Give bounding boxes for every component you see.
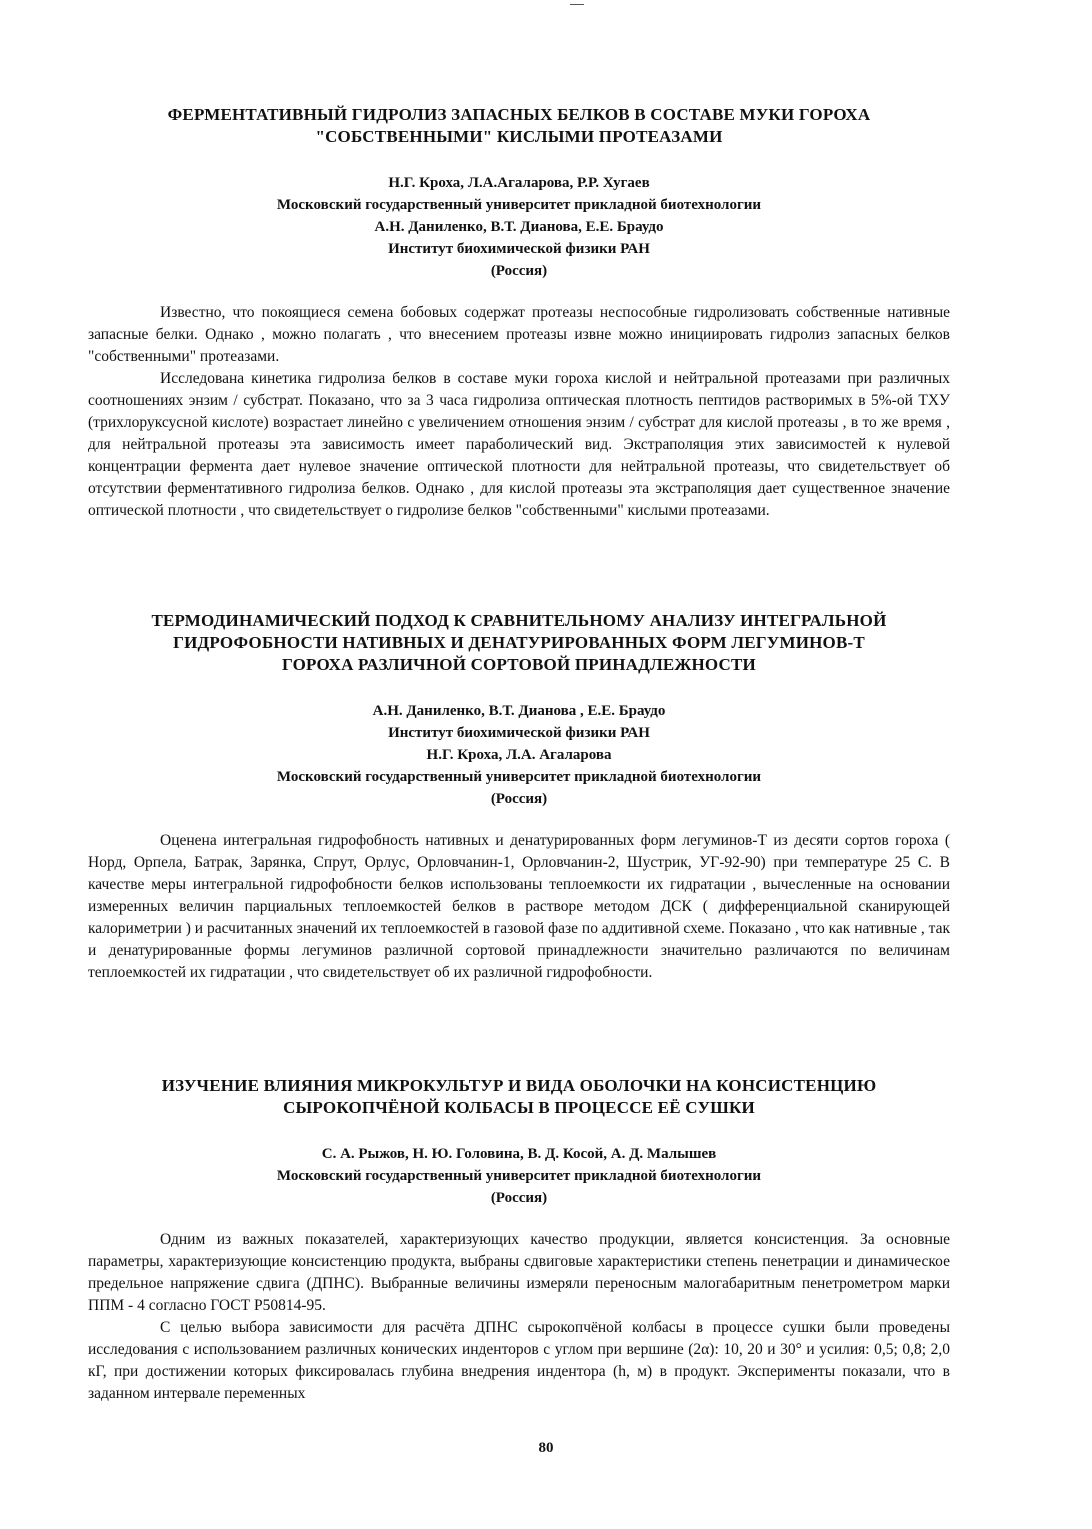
scan-mark bbox=[570, 4, 584, 5]
article-3-authors: С. А. Рыжов, Н. Ю. Головина, В. Д. Косой, А. Д. Малышев Московский государственный университет прикладной биотехнологии (Россия) bbox=[276, 1146, 762, 1206]
article-3-paragraph-2: С целью выбора зависимости для расчёта ДПНС сырокопчёной колбасы в процессе сушки были проведены исследования с использованием различных конических инденторов с углом при вершине (2α): 10, 20 и 30° и усилия: 0,5; 0,8; 2,0 кГ, при достижении которых фиксировалась глубина внедрения индентора (h, м) в продукт. Эксперименты показали, что в заданном интервале переменных bbox=[88, 1319, 950, 1402]
article-1-authors: Н.Г. Кроха, Л.А.Агаларова, Р.Р. Хугаев Московский государственный университет прикладной биотехнологии А.Н. Даниленко, В.Т. Дианова, Е.Е. Браудо Институт биохимической физики РАН (Россия) bbox=[276, 175, 762, 279]
page-number: 80 bbox=[538, 1440, 554, 1456]
article-3 bbox=[88, 1075, 950, 1405]
article-2-authors: А.Н. Даниленко, В.Т. Дианова , Е.Е. Браудо Институт биохимической физики РАН Н.Г. Кроха, Л.А. Агаларова Московский государственный университет прикладной биотехнологии (Россия) bbox=[276, 703, 762, 807]
article-1-paragraph-1: Известно, что покоящиеся семена бобовых содержат протеазы неспособные гидролизовать собственные нативные запасные белки. Однако , можно полагать , что внесением протеазы извне можно инициировать гидролиз запасных белков "собственными" протеазами. bbox=[88, 304, 950, 365]
article-2-title: ТЕРМОДИНАМИЧЕСКИЙ ПОДХОД К СРАВНИТЕЛЬНОМУ АНАЛИЗУ ИНТЕГРАЛЬНОЙ ГИДРОФОБНОСТИ НАТИВНЫХ И ДЕНАТУРИРОВАННЫХ ФОРМ ЛЕГУМИНОВ-Т ГОРОХА РАЗЛИЧНОЙ СОРТОВОЙ ПРИНАДЛЕЖНОСТИ bbox=[151, 611, 887, 674]
article-1 bbox=[88, 104, 950, 522]
article-1-paragraph-2: Исследована кинетика гидролиза белков в составе муки гороха кислой и нейтральной протеазами при различных соотношениях энзим / субстрат. Показано, что за 3 часа гидролиза оптическая плотность пептидов растворимых в 5%-ой ТХУ (трихлоруксусной кислоте) возрастает линейно с увеличением отношения энзим / субстрат для кислой протеазы , в то же время , для нейтральной протеазы эта зависимость имеет параболический вид. Экстраполяция этих зависимостей к нулевой концентрации фермента дает нулевое значение оптической плотности для нейтральной протеазы, что свидетельствует об отсутствии ферментативного гидролиза белков. Однако , для кислой протеазы эта экстраполяция дает существенное значение оптической плотности , что свидетельствует о гидролизе белков "собственными" кислыми протеазами. bbox=[88, 370, 950, 519]
article-1-title: ФЕРМЕНТАТИВНЫЙ ГИДРОЛИЗ ЗАПАСНЫХ БЕЛКОВ В СОСТАВЕ МУКИ ГОРОХА "СОБСТВЕННЫМИ" КИСЛЫМИ ПРОТЕАЗАМИ bbox=[167, 105, 871, 146]
article-2-paragraph-1: Оценена интегральная гидрофобность нативных и денатурированных форм легуминов-Т из десяти сортов гороха ( Норд, Орпела, Батрак, Зарянка, Спрут, Орлус, Орловчанин-1, Орловчанин-2, Шустрик, УГ-92-90) при температуре 25 С. В качестве меры интегральной гидрофобности белков использованы теплоемкости их гидратации , вычесленные на основании измеренных величин парциальных теплоемкостей белков в растворе методом ДСК ( дифференциальной сканирующей калориметрии ) и расчитанных значений их теплоемкостей в газовой фазе по аддитивной схеме. Показано , что как нативные , так и денатурированные формы легуминов различной сортовой принадлежности значительно различаются по величинам теплоемкостей их гидратации , что свидетельствует об их различной гидрофобности. bbox=[88, 832, 950, 981]
article-2 bbox=[88, 610, 950, 984]
article-3-title: ИЗУЧЕНИЕ ВЛИЯНИЯ МИКРОКУЛЬТУР И ВИДА ОБОЛОЧКИ НА КОНСИСТЕНЦИЮ СЫРОКОПЧЁНОЙ КОЛБАСЫ В ПРОЦЕССЕ ЕЁ СУШКИ bbox=[161, 1076, 877, 1117]
article-3-paragraph-1: Одним из важных показателей, характеризующих качество продукции, является консистенция. За основные параметры, характеризующие консистенцию продукта, выбраны сдвиговые характеристики степень пенетрации и динамическое предельное напряжение сдвига (ДПНС). Выбранные величины измеряли переносным малогабаритным пенетрометром марки ППМ - 4 согласно ГОСТ Р50814-95. bbox=[88, 1231, 950, 1314]
